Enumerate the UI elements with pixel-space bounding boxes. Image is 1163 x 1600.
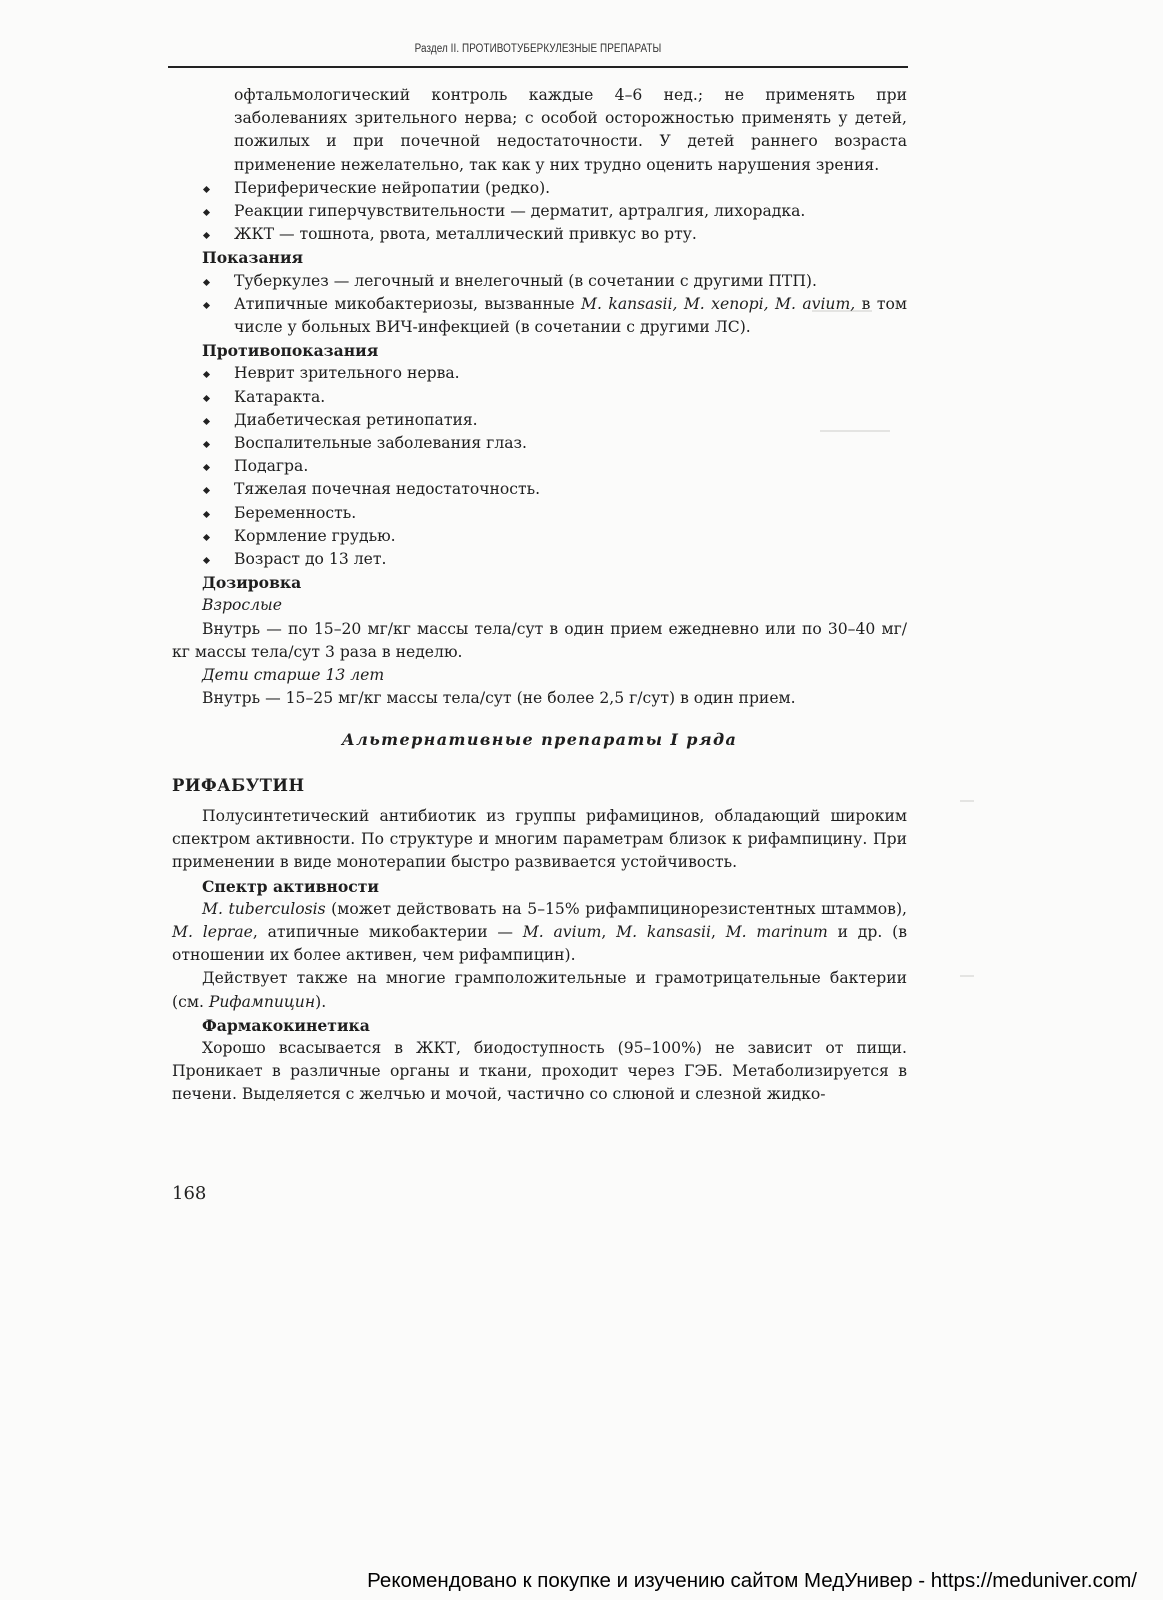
item-text: Атипичные микобактериозы, вызванные [234,294,582,313]
text-run: Действует также на многие грамположительные и грамотрицательные бактерии (см. [172,969,907,1011]
show-through-mark [960,800,974,802]
spectrum-paragraph [172,898,907,968]
dosage-adults-text: Внутрь — по 15–20 мг/кг массы тела/сут в один прием ежедневно или по 30–40 мг/кг массы тела/сут 3 раза в неделю. [172,619,907,661]
show-through-mark [960,975,974,977]
list-item: Воспалительные заболевания глаз. [172,432,907,455]
section-heading-dosage: Дозировка [202,573,302,593]
list-item: Кормление грудью. [172,525,907,548]
list-item: Диабетическая ретинопатия. [172,409,907,432]
page-body [172,84,907,1107]
section-heading-spectrum: Спектр активности [202,876,379,896]
list-item: Подагра. [172,455,907,478]
list-item: ЖКТ — тошнота, рвота, металлический привкус во рту. [172,223,907,246]
section-heading-indications: Показания [202,248,304,268]
cross-reference: Рифампицин [208,992,316,1011]
indications-list [172,270,907,340]
text-run: , атипичные микобактерии — [252,922,523,941]
drug-description: Полусинтетический антибиотик из группы рифамицинов, обладающий широким спектром активности. По структуре и многим параметрам близок к рифампицину. При применении в виде монотерапии быстро развивается устойчивость. [172,806,907,872]
species-name: M. avium [522,922,602,941]
section-heading-pharmacokinetics: Фармакокинетика [202,1015,370,1035]
list-item: Периферические нейропатии (редко). [172,177,907,200]
item-text: в том числе у больных ВИЧ-инфекцией (в сочетании с другими ЛС). [234,294,908,337]
dosage-children-text: Внутрь — 15–25 мг/кг массы тела/сут (не более 2,5 г/сут) в один прием. [202,689,796,708]
side-effects-list [172,177,907,247]
intro-paragraph: офтальмологический контроль каждые 4–6 нед.; не применять при заболеваниях зрительного нерва; с особой осторожностью применять у детей, пожилых и при почечной недостаточности. У детей раннего возраста применение нежелательно, так как у них трудно оценить нарушения зрения. [234,86,907,174]
pharmacokinetics-paragraph: Хорошо всасывается в ЖКТ, биодоступность (95–100%) не зависит от пищи. Проникает в различные органы и ткани, проходит через ГЭБ. Метаболизируется в печени. Выделяется с желчью и мочой, частично со слюной и слезной жидко- [172,1038,907,1104]
dosage-children-label: Дети старше 13 лет [202,666,385,685]
text-run: ). [315,992,327,1011]
text-run: (может действовать на 5–15% рифампицинорезистентных штаммов), [325,899,907,918]
dosage-adults-label: Взрослые [202,596,282,615]
drug-title: РИФАБУТИН [172,775,305,795]
contraindications-list [172,362,907,571]
alternative-drugs-heading: Альтернативные препараты I ряда [341,730,738,750]
text-run: , [710,922,726,941]
list-item: Беременность. [172,502,907,525]
list-item: Неврит зрительного нерва. [172,362,907,385]
section-heading-contraindications: Противопоказания [202,341,379,361]
also-active-paragraph [172,967,907,1013]
species-name: M. leprae [172,922,253,941]
list-item: Тяжелая почечная недостаточность. [172,478,907,501]
footer-watermark: Рекомендовано к покупке и изучению сайтом МедУнивер - https://meduniver.com/ [367,1569,1137,1592]
text-run: и др. (в отношении их более активен, чем рифампицин). [172,922,907,965]
list-item: Туберкулез — легочный и внелегочный (в сочетании с другими ПТП). [172,270,907,293]
species-name: M. tuberculosis [202,899,326,918]
running-header: Раздел II. ПРОТИВОТУБЕРКУЛЕЗНЫЕ ПРЕПАРАТЫ [414,43,662,55]
list-item: Реакции гиперчувствительности — дерматит, артралгия, лихорадка. [172,200,907,223]
list-item: Катаракта. [172,386,907,409]
header-rule [168,66,908,68]
species-name: M. marinum [725,922,828,941]
list-item: Возраст до 13 лет. [172,548,907,571]
species-names: M. kansasii, M. xenopi, M. avium, [581,294,856,313]
species-name: M. kansasii [616,922,711,941]
page-number: 168 [172,1183,207,1204]
text-run: , [601,922,617,941]
list-item [172,293,907,339]
